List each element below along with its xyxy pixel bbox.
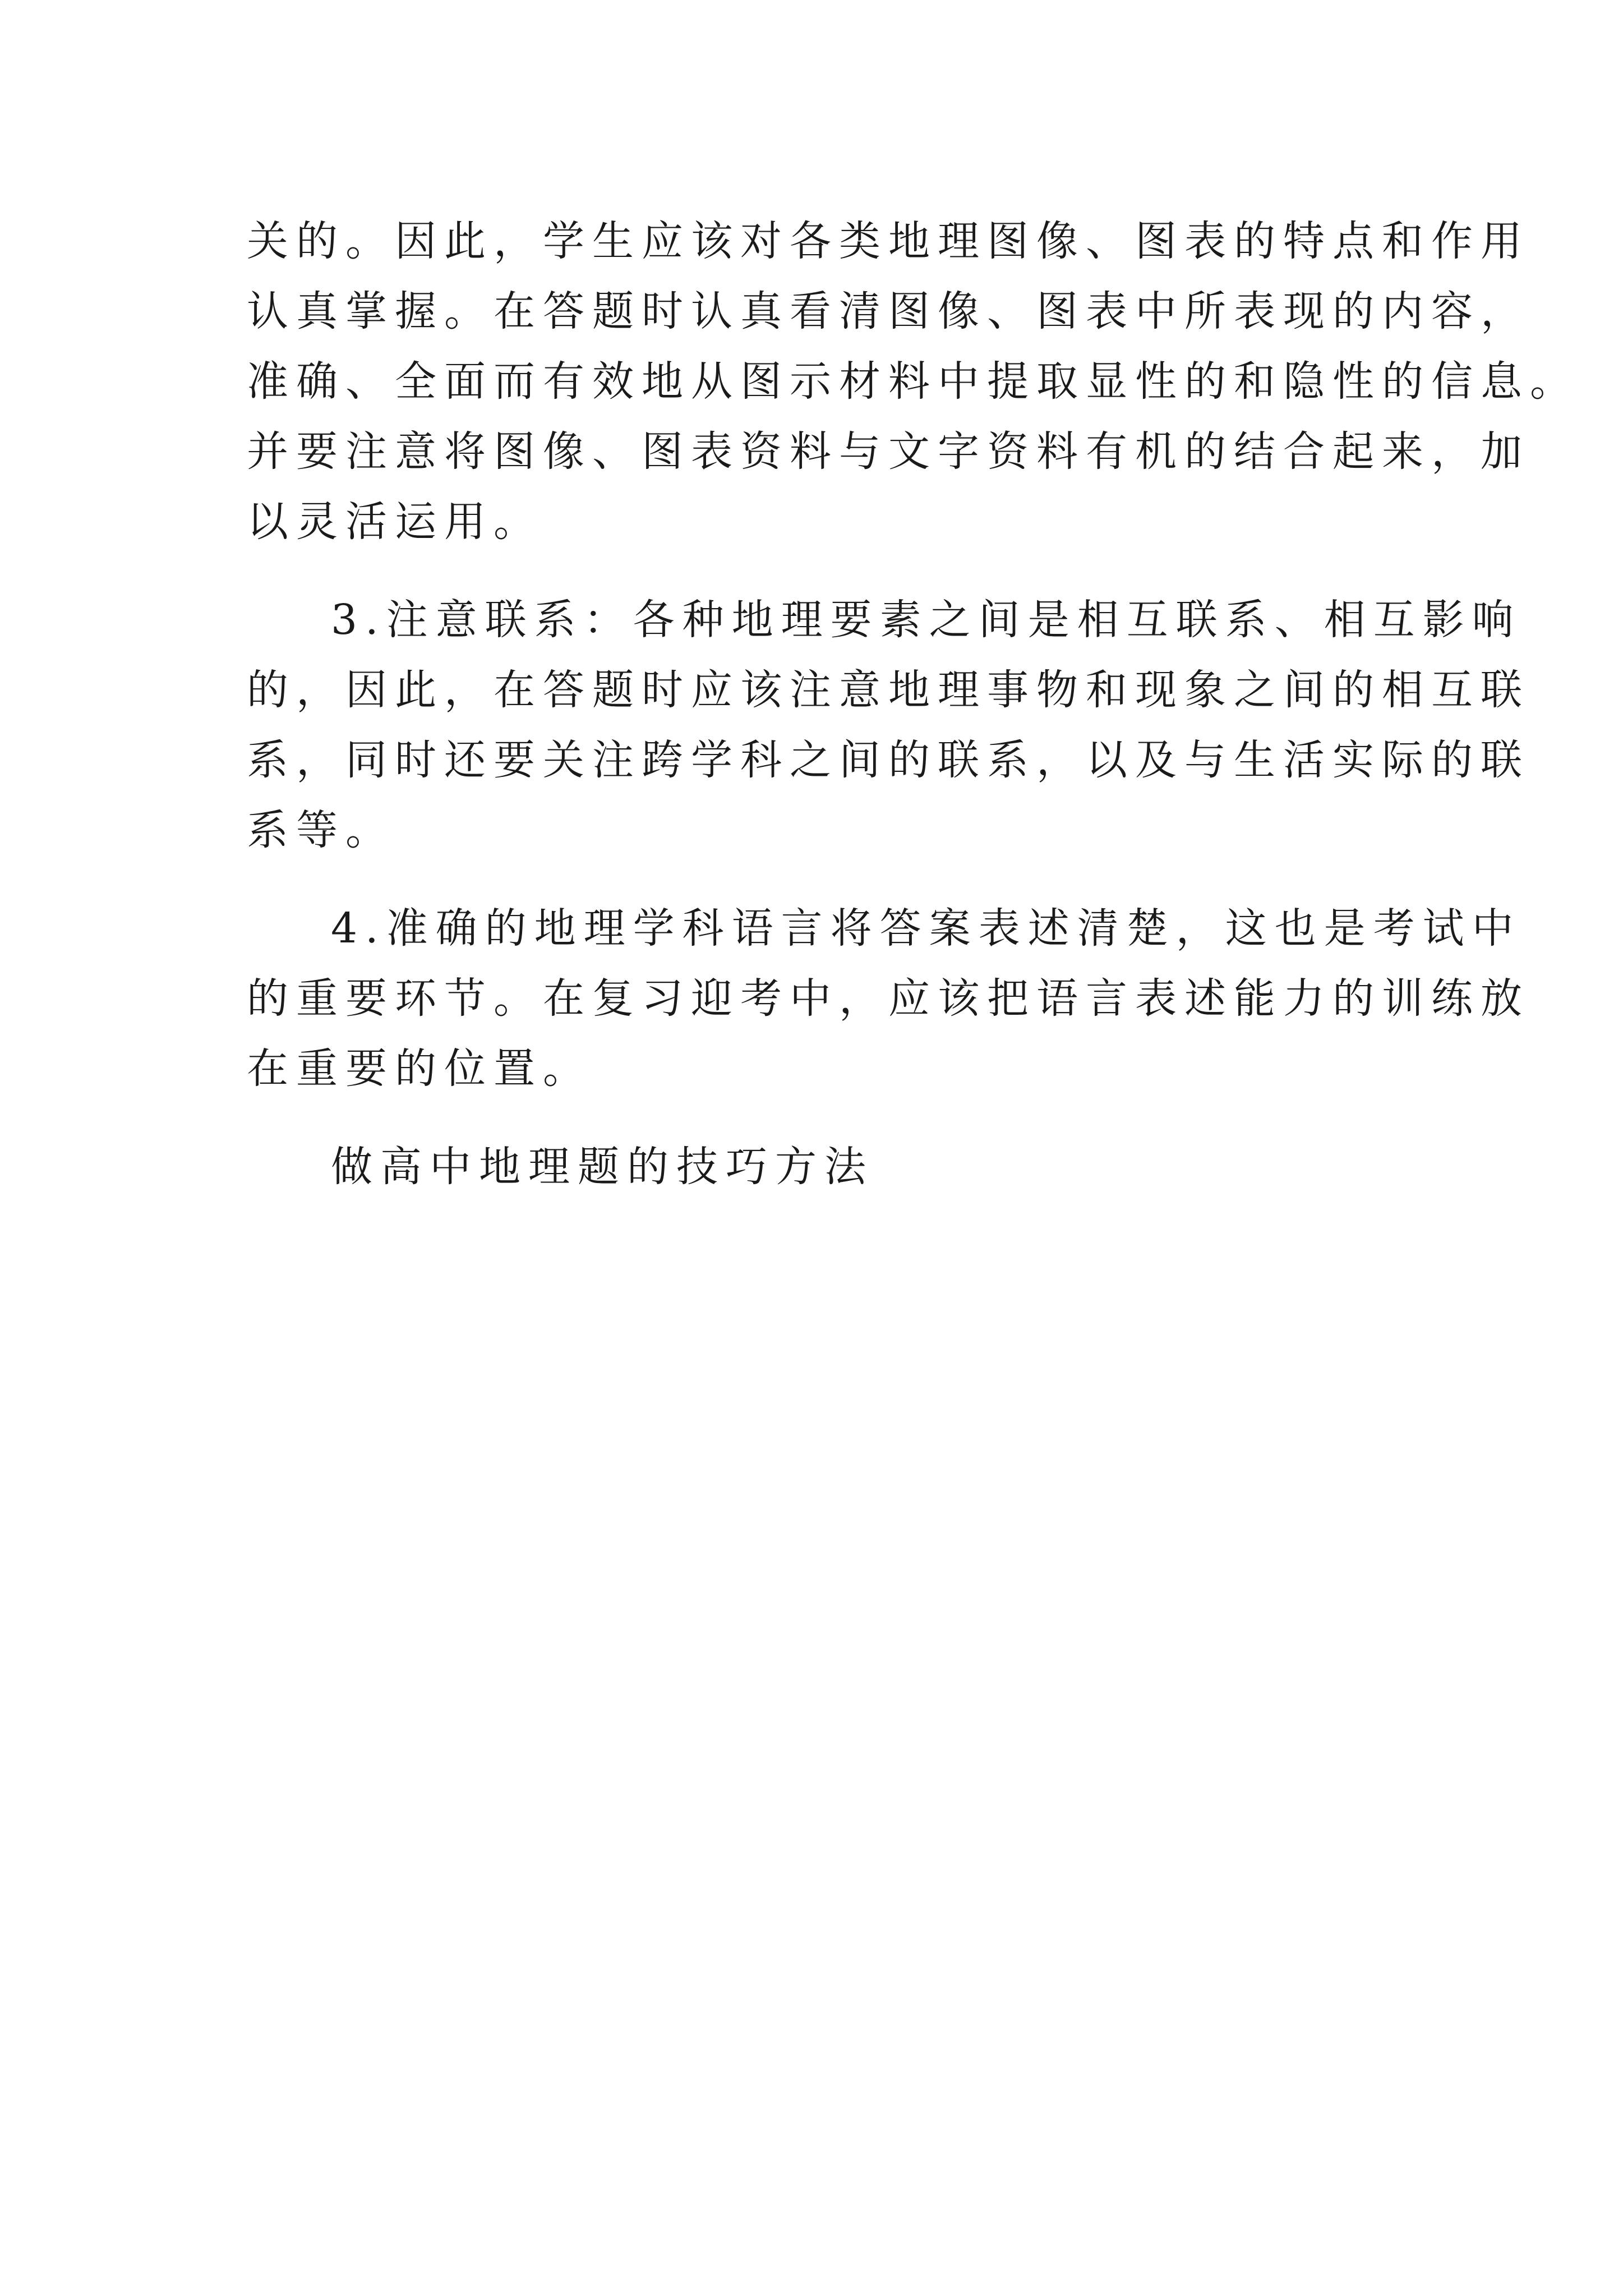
paragraph-3-first-line: 3.注意联系：各种地理要素之间是相互联系、相互影响: [331, 596, 1521, 644]
section-heading: 做高中地理题的技巧方法: [331, 1143, 874, 1191]
body-text-line: 系等。: [247, 806, 395, 854]
body-text-line: 并要注意将图像、图表资料与文字资料有机的结合起来，加: [247, 427, 1530, 476]
body-text-line: 的重要环节。在复习迎考中，应该把语言表述能力的训练放: [247, 974, 1530, 1023]
body-text-line: 以灵活运用。: [247, 498, 543, 546]
body-text-line: 准确、全面而有效地从图示材料中提取显性的和隐性的信息。: [247, 357, 1579, 406]
body-text-line: 的，因此，在答题时应该注意地理事物和现象之间的相互联: [247, 666, 1530, 714]
paragraph-4-first-line: 4.准确的地理学科语言将答案表述清楚，这也是考试中: [331, 904, 1521, 953]
body-text-line: 在重要的位置。: [247, 1045, 592, 1093]
body-text-line: 系，同时还要关注跨学科之间的联系，以及与生活实际的联: [247, 736, 1530, 784]
body-text-line: 认真掌握。在答题时认真看清图像、图表中所表现的内容，: [247, 287, 1530, 335]
body-text-line: 关的。因此，学生应该对各类地理图像、图表的特点和作用: [247, 217, 1530, 265]
